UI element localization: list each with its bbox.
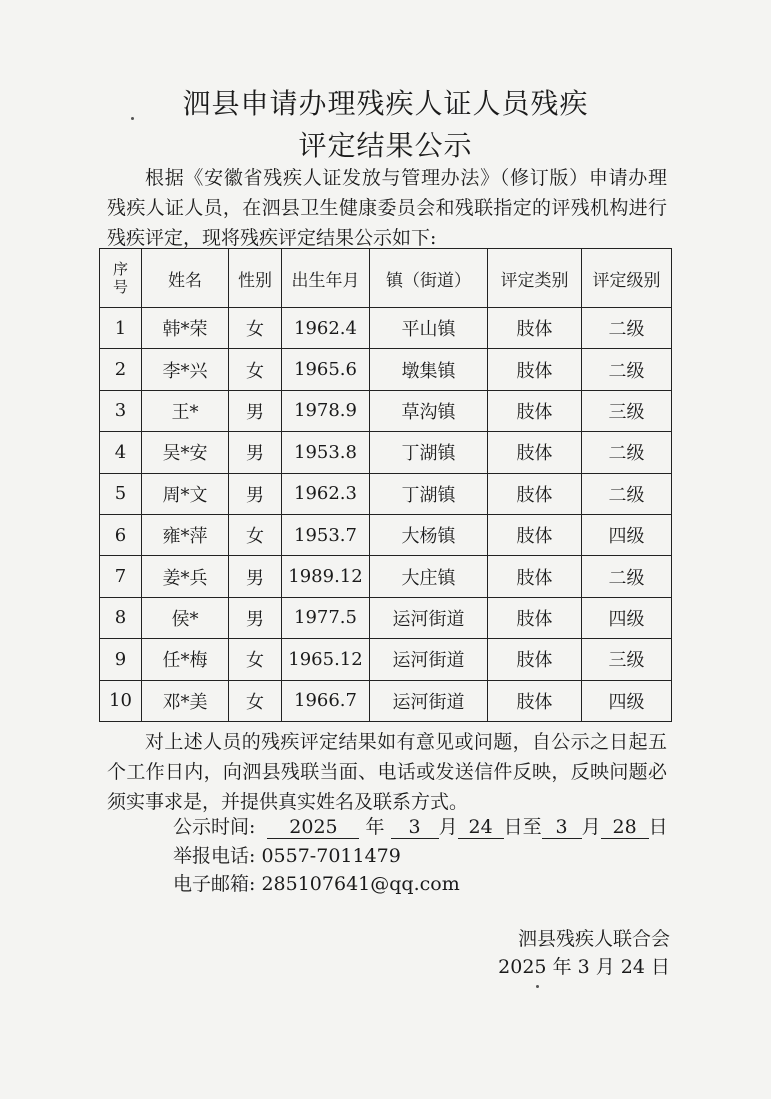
cell-gender: 女 (229, 308, 282, 349)
cell-no: 8 (100, 597, 142, 638)
cell-birth: 1953.8 (282, 432, 370, 473)
cell-level: 四级 (582, 597, 672, 638)
cell-name: 李*兴 (142, 349, 229, 390)
period-year-unit: 年 (365, 816, 385, 838)
cell-gender: 男 (229, 390, 282, 431)
table-row (100, 680, 672, 721)
cell-birth: 1965.6 (282, 349, 370, 390)
cell-gender: 女 (229, 680, 282, 721)
cell-birth: 1953.7 (282, 514, 370, 555)
cell-category: 肢体 (488, 349, 582, 390)
cell-category: 肢体 (488, 639, 582, 680)
cell-town: 墩集镇 (370, 349, 488, 390)
cell-category: 肢体 (488, 514, 582, 555)
scan-speck (536, 985, 539, 988)
cell-gender: 男 (229, 597, 282, 638)
cell-category: 肢体 (488, 556, 582, 597)
cell-level: 二级 (582, 308, 672, 349)
cell-name: 侯* (142, 597, 229, 638)
signature-date: 2025 年 3 月 24 日 (498, 956, 670, 978)
header-category: 评定类别 (488, 249, 582, 308)
header-level: 评定级别 (582, 249, 672, 308)
notice-paragraph: 对上述人员的残疾评定结果如有意见或问题，自公示之日起五个工作日内，向泗县残联当面、电话或发送信件反映，反映问题必须实事求是，并提供真实姓名及联系方式。 (107, 731, 667, 813)
cell-level: 二级 (582, 349, 672, 390)
cell-birth: 1977.5 (282, 597, 370, 638)
cell-no: 5 (100, 473, 142, 514)
cell-birth: 1962.3 (282, 473, 370, 514)
period-start-month: 3 (391, 816, 439, 839)
table-row (100, 514, 672, 555)
cell-name: 吴*安 (142, 432, 229, 473)
table-row (100, 473, 672, 514)
phone-line (173, 842, 401, 870)
scan-speck (131, 117, 134, 120)
cell-level: 三级 (582, 390, 672, 431)
cell-birth: 1989.12 (282, 556, 370, 597)
table-row (100, 639, 672, 680)
result-table (99, 248, 672, 722)
table-row (100, 308, 672, 349)
cell-town: 草沟镇 (370, 390, 488, 431)
cell-town: 大杨镇 (370, 514, 488, 555)
cell-no: 3 (100, 390, 142, 431)
header-gender: 性别 (229, 249, 282, 308)
cell-category: 肢体 (488, 597, 582, 638)
title-line-1: 泗县申请办理残疾人证人员残疾 (182, 87, 589, 120)
cell-no: 7 (100, 556, 142, 597)
cell-no: 2 (100, 349, 142, 390)
cell-no: 1 (100, 308, 142, 349)
period-start-day: 24 (458, 816, 504, 839)
signature-org: 泗县残疾人联合会 (517, 928, 670, 950)
cell-category: 肢体 (488, 308, 582, 349)
period-day-unit: 日 (648, 816, 668, 838)
header-birth: 出生年月 (282, 249, 370, 308)
cell-level: 四级 (582, 514, 672, 555)
period-month-unit: 月 (438, 816, 458, 838)
cell-category: 肢体 (488, 680, 582, 721)
cell-no: 4 (100, 432, 142, 473)
cell-level: 四级 (582, 680, 672, 721)
cell-gender: 男 (229, 473, 282, 514)
period-line (173, 813, 668, 841)
cell-level: 二级 (582, 432, 672, 473)
title-line-2: 评定结果公示 (298, 129, 473, 162)
email-label: 电子邮箱: (173, 873, 256, 895)
email-value: 285107641@qq.com (261, 873, 460, 895)
cell-no: 9 (100, 639, 142, 680)
table-row (100, 556, 672, 597)
intro-paragraph: 根据《安徽省残疾人证发放与管理办法》（修订版）申请办理残疾人证人员，在泗县卫生健康委员会和残联指定的评残机构进行残疾评定，现将残疾评定结果公示如下: (107, 167, 667, 249)
period-day-to: 日至 (503, 816, 542, 838)
period-end-month-unit: 月 (581, 816, 601, 838)
cell-name: 王* (142, 390, 229, 431)
table-row (100, 432, 672, 473)
header-seq: 序 号 (100, 249, 142, 308)
cell-town: 运河街道 (370, 597, 488, 638)
cell-level: 二级 (582, 473, 672, 514)
phone-value: 0557-7011479 (261, 845, 401, 867)
cell-no: 6 (100, 514, 142, 555)
cell-category: 肢体 (488, 432, 582, 473)
cell-birth: 1962.4 (282, 308, 370, 349)
period-end-day: 28 (601, 816, 649, 839)
cell-category: 肢体 (488, 473, 582, 514)
cell-name: 雍*萍 (142, 514, 229, 555)
cell-birth: 1965.12 (282, 639, 370, 680)
cell-category: 肢体 (488, 390, 582, 431)
email-line (173, 870, 460, 898)
phone-label: 举报电话: (173, 845, 256, 867)
cell-level: 二级 (582, 556, 672, 597)
cell-gender: 男 (229, 556, 282, 597)
cell-gender: 女 (229, 639, 282, 680)
cell-town: 运河街道 (370, 680, 488, 721)
cell-gender: 女 (229, 349, 282, 390)
cell-no: 10 (100, 680, 142, 721)
cell-name: 邓*美 (142, 680, 229, 721)
cell-birth: 1978.9 (282, 390, 370, 431)
cell-town: 丁湖镇 (370, 432, 488, 473)
table-row (100, 349, 672, 390)
cell-name: 周*文 (142, 473, 229, 514)
cell-town: 平山镇 (370, 308, 488, 349)
cell-gender: 女 (229, 514, 282, 555)
period-end-month: 3 (542, 816, 582, 839)
header-name: 姓名 (142, 249, 229, 308)
cell-gender: 男 (229, 432, 282, 473)
cell-town: 大庄镇 (370, 556, 488, 597)
table-row (100, 597, 672, 638)
period-label: 公示时间: (173, 816, 256, 838)
cell-name: 姜*兵 (142, 556, 229, 597)
cell-level: 三级 (582, 639, 672, 680)
cell-birth: 1966.7 (282, 680, 370, 721)
cell-town: 运河街道 (370, 639, 488, 680)
period-year: 2025 (267, 816, 359, 839)
cell-name: 韩*荣 (142, 308, 229, 349)
header-town: 镇（街道） (370, 249, 488, 308)
table-header-row (100, 249, 672, 308)
cell-town: 丁湖镇 (370, 473, 488, 514)
cell-name: 任*梅 (142, 639, 229, 680)
table-row (100, 390, 672, 431)
